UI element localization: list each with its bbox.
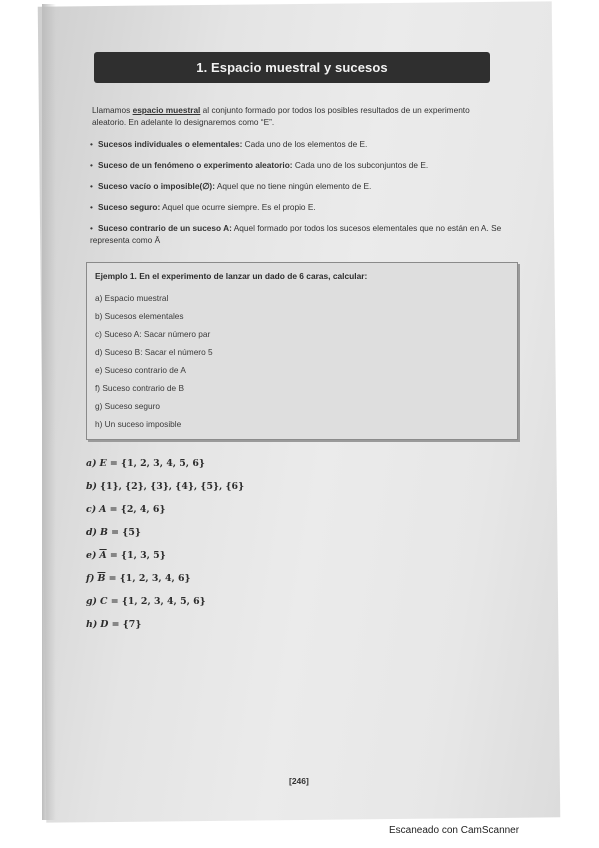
answer-set-name: B: [99, 527, 108, 538]
definition-item: [90, 138, 510, 150]
answer-set-name: D: [100, 619, 109, 630]
definition-text: Aquel que ocurre siempre. Es el propio E.: [160, 202, 316, 212]
answer-set-name: A: [99, 504, 107, 515]
answer-row: [86, 527, 141, 538]
answer-label: f): [86, 573, 95, 584]
definition-term: Suceso de un fenómeno o experimento aleatorio:: [98, 160, 293, 170]
example-item: g) Suceso seguro: [95, 401, 161, 411]
answer-label: b): [86, 481, 97, 492]
scanner-watermark: Escaneado con CamScanner: [389, 825, 520, 836]
answer-set-value: = {1, 3, 5}: [106, 550, 166, 561]
definition-text: Aquel formado por todos los sucesos elementales que no están en A. Se representa como Ā: [90, 223, 502, 245]
answer-set-value: = {1, 2, 3, 4, 6}: [105, 573, 191, 584]
answer-row: [86, 550, 166, 561]
answer-row: [86, 481, 244, 492]
definition-text: Aquel que no tiene ningún elemento de E.: [214, 181, 372, 191]
intro-term: espacio muestral: [132, 105, 201, 115]
bullet-icon: •: [90, 181, 93, 191]
definition-term: Suceso vacío o imposible(∅):: [98, 181, 215, 191]
definition-item: [90, 201, 510, 213]
answer-label: c): [86, 504, 97, 515]
definition-item: [90, 159, 510, 171]
example-heading: Ejemplo 1. En el experimento de lanzar un dado de 6 caras, calcular:: [95, 271, 368, 281]
intro-paragraph: [92, 104, 504, 128]
example-item: h) Un suceso imposible: [95, 419, 182, 429]
answer-set-name: $\overline{B}$: [97, 573, 106, 584]
example-item: d) Suceso B: Sacar el número 5: [95, 347, 213, 357]
answer-set-name: C: [99, 596, 108, 607]
definitions-list: [90, 138, 510, 255]
answer-row: [86, 504, 166, 515]
answer-label: h): [86, 619, 98, 630]
answer-set-value: = {1, 2, 3, 4, 5, 6}: [106, 458, 205, 469]
answer-row: [86, 573, 191, 584]
bullet-icon: •: [90, 223, 93, 233]
answer-set-name: $\overline{A}$: [99, 550, 107, 561]
answer-label: a): [86, 458, 97, 469]
answer-set-value: = {5}: [107, 527, 141, 538]
definition-item: [90, 180, 510, 192]
answer-set-name: E: [99, 458, 107, 469]
answer-label: d): [86, 527, 97, 538]
page-edge-shadow: [42, 4, 56, 820]
definition-term: Sucesos individuales o elementales:: [98, 139, 243, 149]
example-item: c) Suceso A: Sacar número par: [95, 329, 211, 339]
bullet-icon: •: [90, 202, 93, 212]
example-item: a) Espacio muestral: [95, 293, 169, 303]
answer-label: e): [86, 550, 97, 561]
bullet-icon: •: [90, 139, 93, 149]
example-item: e) Suceso contrario de A: [95, 365, 186, 375]
answer-set-value: = {7}: [108, 619, 142, 630]
answer-row: [86, 458, 205, 469]
answer-row: [86, 596, 206, 607]
answer-set-value: = {2, 4, 6}: [106, 504, 166, 515]
example-item: f) Suceso contrario de B: [95, 383, 185, 393]
definition-text: Cada uno de los elementos de E.: [242, 139, 368, 149]
definition-item: [90, 222, 510, 246]
answer-set-value: {1}, {2}, {3}, {4}, {5}, {6}: [99, 481, 245, 492]
answer-label: g): [86, 596, 97, 607]
answer-set-value: = {1, 2, 3, 4, 5, 6}: [107, 596, 206, 607]
intro-pre: Llamamos: [92, 105, 133, 115]
page-number: [246]: [289, 776, 309, 786]
example-item: b) Sucesos elementales: [95, 311, 184, 321]
answer-row: [86, 619, 141, 630]
definition-term: Suceso seguro:: [98, 202, 161, 212]
bullet-icon: •: [90, 160, 93, 170]
definition-text: Cada uno de los subconjuntos de E.: [292, 160, 429, 170]
definition-term: Suceso contrario de un suceso A:: [98, 223, 232, 233]
example-box: [86, 262, 518, 440]
intro-post: al conjunto formado por todos los posibles resultados de un experimento aleatorio. En adelante lo designaremos como “E”.: [92, 105, 470, 127]
section-title: 1. Espacio muestral y sucesos: [94, 52, 490, 83]
